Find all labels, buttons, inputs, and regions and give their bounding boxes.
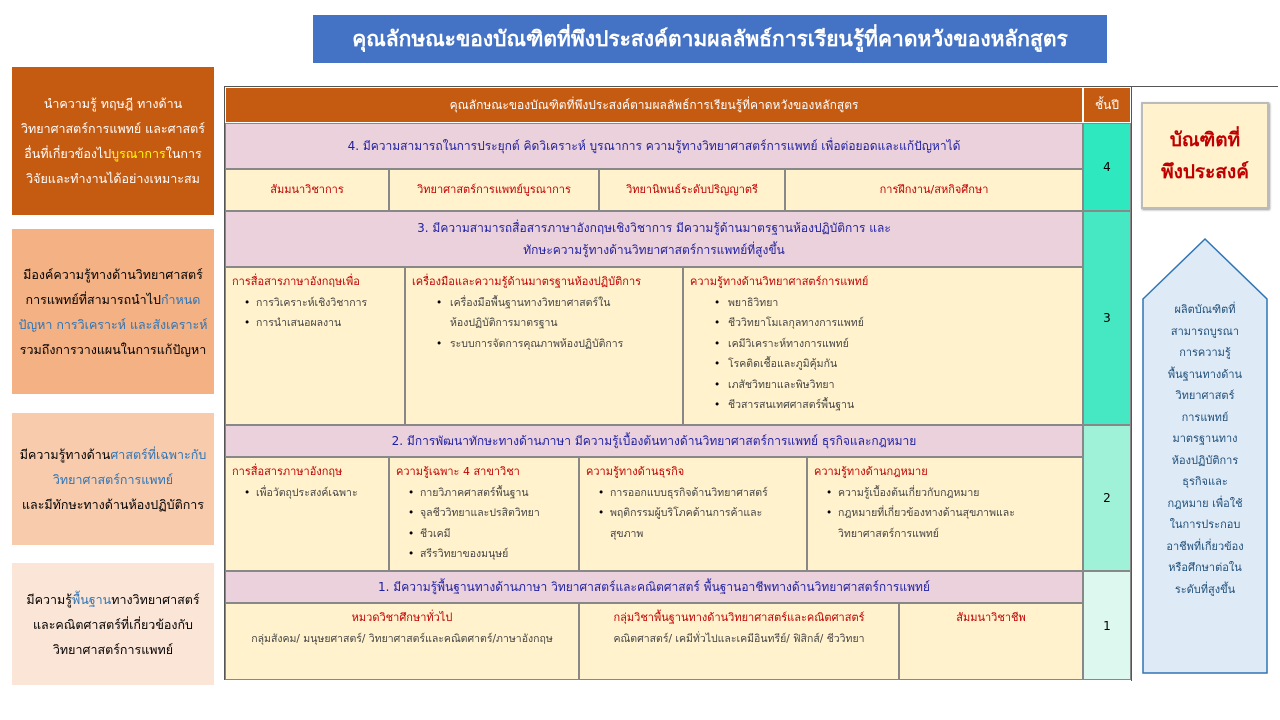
course-cell — [899, 603, 1083, 680]
year-cell-1: 1 — [1083, 571, 1131, 680]
course-heading: ความรู้ทางด้านวิทยาศาสตร์การแพทย์ — [690, 275, 869, 288]
outcome-box-integration — [12, 67, 214, 215]
course-cell — [225, 267, 405, 425]
standard-row-3 — [225, 211, 1083, 267]
course-cell — [405, 267, 683, 425]
course-heading: ความรู้เฉพาะ 4 สาขาวิชา — [396, 465, 520, 478]
description-line: สามารถบูรณา — [1170, 324, 1240, 338]
list-item: • ระบบการจัดการคุณภาพห้องปฏิบัติการ — [412, 334, 676, 355]
outcome-box-foundation — [12, 563, 214, 685]
course-heading: การสื่อสารภาษาอังกฤษ — [232, 465, 343, 478]
outcome-box-analysis — [12, 229, 214, 394]
graduate-attributes-box — [1141, 102, 1269, 209]
year-cell-3: 3 — [1083, 211, 1131, 425]
year-header: ชั้นปี — [1083, 87, 1131, 123]
list-item: ห้องปฏิบัติการมาตรฐาน — [450, 317, 558, 329]
standard-row-2: 2. มีการพัฒนาทักษะทางด้านภาษา มีความรู้เบื้องต้นทางด้านวิทยาศาสตร์การแพทย์ ธุรกิจและกฎหมาย — [225, 425, 1083, 457]
course-heading: ความรู้ทางด้านธุรกิจ — [586, 465, 685, 478]
list-item: • ชีวเคมี — [396, 524, 572, 545]
page-title: คุณลักษณะของบัณฑิตที่พึงประสงค์ตามผลลัพธ์การเรียนรู้ที่คาดหวังของหลักสูตร — [313, 15, 1107, 63]
course-cell: สัมมนาวิชาการ — [225, 169, 389, 211]
list-item: • ชีวสารสนเทศศาสตร์พื้นฐาน — [690, 395, 1076, 416]
list-item: • เครื่องมือพื้นฐานทางวิทยาศาสตร์ใน — [412, 293, 676, 314]
description-line: ผลิตบัณฑิตที่ — [1174, 303, 1236, 316]
year-cell-2: 2 — [1083, 425, 1131, 571]
outcome-highlight: พื้นฐาน — [71, 591, 112, 607]
standard-title-line: ทักษะความรู้ทางด้านวิทยาศาสตร์การแพทย์ที่สูงขึ้น — [523, 243, 785, 257]
outcome-highlight: บูรณาการ — [111, 146, 166, 161]
description-line: ในการประกอบ — [1169, 518, 1241, 531]
list-item: • ความรู้เบื้องต้นเกี่ยวกับกฎหมาย — [814, 483, 1076, 504]
graduate-title-line: พึงประสงค์ — [1161, 160, 1249, 183]
list-item: • การออกแบบธุรกิจด้านวิทยาศาสตร์ — [586, 483, 800, 504]
course-cell — [225, 603, 579, 680]
list-item: • พฤติกรรมผู้บริโภคด้านการค้าและ — [586, 503, 800, 524]
course-cell — [579, 603, 899, 680]
standard-title-line: 3. มีความสามารถสื่อสารภาษาอังกฤษเชิงวิชาการ มีความรู้ด้านมาตรฐานห้องปฏิบัติการ และ — [417, 221, 891, 235]
list-item: • โรคติดเชื้อและภูมิคุ้มกัน — [690, 354, 1076, 375]
list-item: • กฎหมายที่เกี่ยวข้องทางด้านสุขภาพและ — [814, 503, 1076, 524]
description-line: กฎหมาย เพื่อใช้ — [1167, 496, 1243, 510]
table-header: คุณลักษณะของบัณฑิตที่พึงประสงค์ตามผลลัพธ์การเรียนรู้ที่คาดหวังของหลักสูตร — [225, 87, 1083, 123]
course-cell — [579, 457, 807, 571]
list-item: สุขภาพ — [610, 527, 644, 540]
course-text: กลุ่มสังคม/ มนุษยศาสตร์/ วิทยาศาสตร์และคณิตศาตร์/ภาษาอังกฤษ — [251, 632, 553, 645]
description-line: การแพทย์ — [1181, 410, 1229, 424]
description-line: ระดับที่สูงขึ้น — [1174, 582, 1236, 596]
course-cell — [807, 457, 1083, 571]
outcome-text: ทางวิทยาศาสตร์และคณิตศาสตร์ที่เกี่ยวข้องกับวิทยาศาสตร์การแพทย์ — [32, 591, 200, 657]
standard-row-1: 1. มีความรู้พื้นฐานทางด้านภาษา วิทยาศาสตร์และคณิตศาสตร์ พื้นฐานอาชีพทางด้านวิทยาศาสตร์การแพทย์ — [225, 571, 1083, 603]
outcome-text: รวมถึงการวางแผนในการแก้ปัญหา — [19, 341, 207, 357]
outcome-text: มีองค์ความรู้ทางด้านวิทยาศาสตร์การแพทย์ที่สามารถนำไป — [23, 266, 203, 307]
course-heading: สัมมนาวิชาชีพ — [956, 611, 1026, 624]
outcome-highlight: กำหนดปัญหา การวิเคราะห์ และสังเคราะห์ — [18, 291, 208, 332]
list-item: • ชีววิทยาโมเลกุลทางการแพทย์ — [690, 313, 1076, 334]
list-item: • เภสัชวิทยาและพิษวิทยา — [690, 375, 1076, 396]
course-heading: กลุ่มวิชาพื้นฐานทางด้านวิทยาศาสตร์และคณิตศาสตร์ — [613, 611, 865, 624]
standard-row-4: 4. มีความสามารถในการประยุกต์ คิดวิเคราะห์ บูรณาการ ความรู้ทางวิทยาศาสตร์การแพทย์ เพื่อต่อยอดและแก้ปัญหาได้ — [225, 123, 1083, 169]
outcome-text: มีความรู้ทางด้าน — [19, 446, 111, 462]
outcome-highlight: ศาสตร์ที่เฉพาะกับวิทยาศาสตร์การแพทย์ — [52, 446, 207, 487]
description-line: พื้นฐานทางด้าน — [1167, 367, 1243, 381]
outcome-text: และมีทักษะทางด้านห้องปฏิบัติการ — [21, 496, 204, 512]
course-heading: ความรู้ทางด้านกฎหมาย — [814, 465, 928, 478]
course-heading: การสื่อสารภาษาอังกฤษเพื่อ — [232, 275, 360, 288]
list-item: • กายวิภาคศาสตร์พื้นฐาน — [396, 483, 572, 504]
course-cell — [225, 457, 389, 571]
list-item: • สรีรวิทยาของมนุษย์ — [396, 544, 572, 565]
list-item: • การนำเสนอผลงาน — [232, 313, 398, 334]
course-cell: การฝึกงาน/สหกิจศึกษา — [785, 169, 1083, 211]
year-cell-4: 4 — [1083, 123, 1131, 211]
description-line: อาชีพที่เกี่ยวข้อง — [1166, 539, 1244, 553]
course-heading: เครื่องมือและความรู้ด้านมาตรฐานห้องปฏิบัติการ — [412, 275, 642, 288]
description-line: การความรู้ — [1179, 346, 1231, 359]
outcome-text: มีความรู้ — [26, 591, 72, 607]
description-line: มาตรฐานทาง — [1172, 432, 1238, 445]
description-line: หรือศึกษาต่อใน — [1168, 561, 1242, 574]
course-heading: หมวดวิชาศึกษาทั่วไป — [351, 611, 453, 624]
course-cell: วิทยาศาสตร์การแพทย์บูรณาการ — [389, 169, 599, 211]
course-cell — [389, 457, 579, 571]
list-item: • การวิเคราะห์เชิงวิชาการ — [232, 293, 398, 314]
graduate-description — [1149, 299, 1261, 600]
list-item: • จุลชีววิทยาและปรสิตวิทยา — [396, 503, 572, 524]
graduate-title-line: บัณฑิตที่ — [1169, 128, 1241, 151]
course-cell: วิทยานิพนธ์ระดับปริญญาตรี — [599, 169, 785, 211]
curriculum-table — [224, 86, 1278, 680]
list-item: • เคมีวิเคราะห์ทางการแพทย์ — [690, 334, 1076, 355]
list-item: • พยาธิวิทยา — [690, 293, 1076, 314]
description-line: ห้องปฏิบัติการ — [1171, 453, 1239, 467]
outcome-text: ในการวิจัยและทำงานได้อย่างเหมาะสม — [26, 146, 202, 186]
description-line: วิทยาศาสตร์ — [1175, 389, 1235, 402]
list-item: วิทยาศาสตร์การแพทย์ — [838, 527, 939, 540]
list-item: • เพื่อวัตถุประสงค์เฉพาะ — [232, 483, 382, 504]
description-line: ธุรกิจและ — [1182, 475, 1228, 488]
outcome-text: นำความรู้ ทฤษฎี ทางด้านวิทยาศาสตร์การแพทย์ และศาสตร์อื่นที่เกี่ยวข้องไป — [21, 96, 205, 161]
course-cell — [683, 267, 1083, 425]
course-text: คณิตศาสตร์/ เคมีทั่วไปและเคมีอินทรีย์/ ฟิสิกส์/ ชีววิทยา — [613, 632, 865, 645]
outcome-box-specific — [12, 413, 214, 545]
